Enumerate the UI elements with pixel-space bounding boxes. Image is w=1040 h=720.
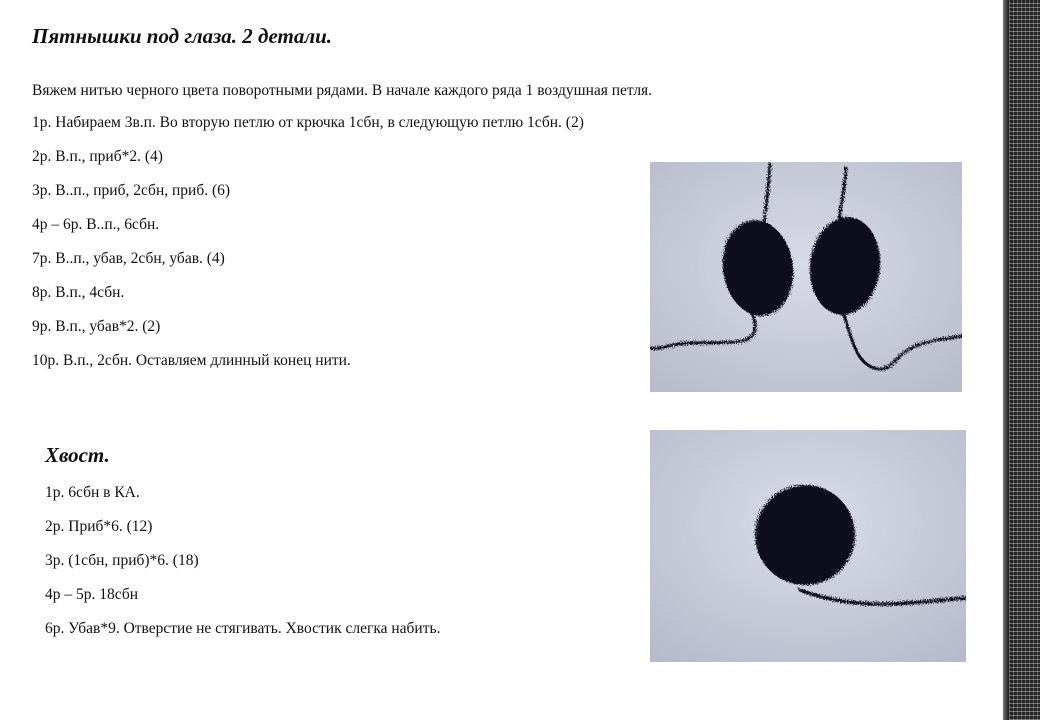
tail-title: Хвост. [45, 443, 110, 467]
pattern-row: 2р. Приб*6. (12) [45, 518, 153, 535]
tail-photo [650, 430, 966, 662]
tail-ball [755, 485, 855, 585]
pattern-row: 10р. В.п., 2сбн. Оставляем длинный конец нити. [32, 352, 351, 369]
photo-background [650, 162, 962, 392]
eye-spots-photo [650, 162, 962, 392]
eye-spots-intro: Вяжем нитью черного цвета поворотными рядами. В начале каждого ряда 1 воздушная петля. [32, 82, 653, 99]
pattern-row: 6р. Убав*9. Отверстие не стягивать. Хвостик слегка набить. [45, 620, 441, 637]
pattern-row: 4р – 6р. В..п., 6сбн. [32, 216, 160, 233]
pattern-row: 3р. (1сбн, приб)*6. (18) [45, 552, 199, 569]
pattern-row: 1р. 6сбн в КА. [45, 484, 140, 501]
pattern-row: 3р. В..п., приб, 2сбн, приб. (6) [32, 182, 231, 199]
eye-spots-rows [32, 113, 584, 385]
tail-rows [45, 483, 440, 653]
pattern-row: 2р. В.п., приб*2. (4) [32, 148, 163, 165]
pattern-row: 1р. Набираем 3в.п. Во вторую петлю от крючка 1сбн, в следующую петлю 1сбн. (2) [32, 114, 584, 131]
eye-spots-title: Пятнышки под глаза. 2 детали. [32, 24, 333, 48]
pattern-row: 7р. В..п., убав, 2сбн, убав. (4) [32, 250, 225, 267]
page-edge-strip [1009, 0, 1040, 720]
pattern-row: 4р – 5р. 18сбн [45, 586, 138, 603]
pattern-row: 8р. В.п., 4сбн. [32, 284, 125, 301]
pattern-row: 9р. В.п., убав*2. (2) [32, 318, 161, 335]
